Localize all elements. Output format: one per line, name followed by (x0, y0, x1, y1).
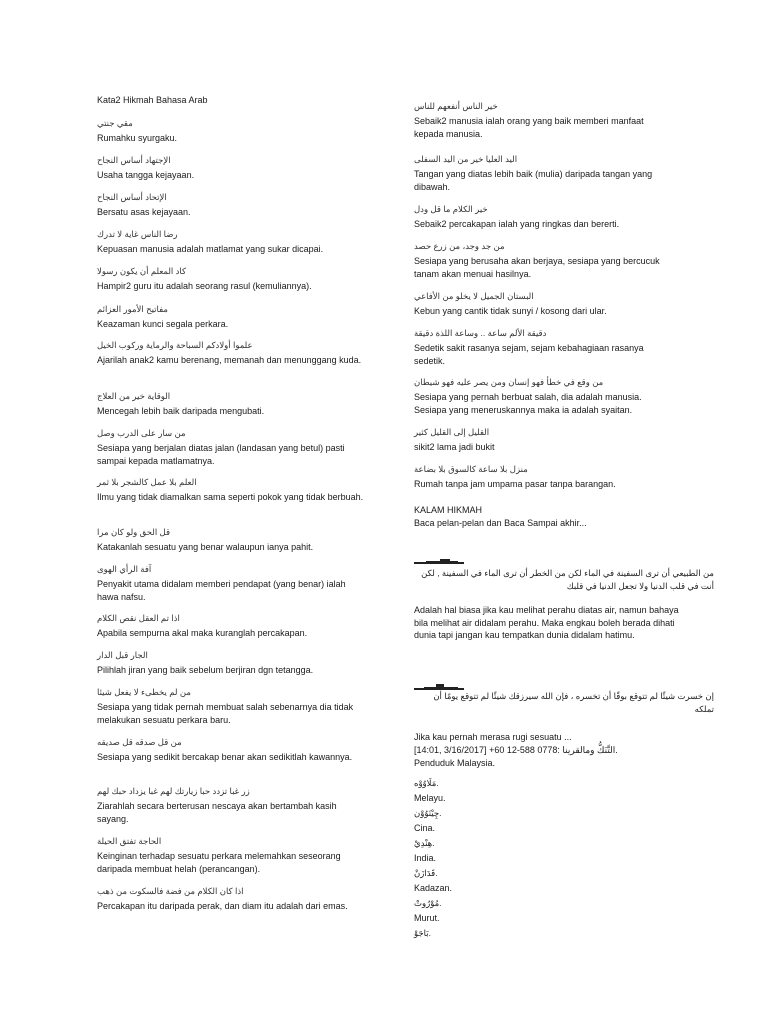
malay-paragraph-2: Jika kau pernah merasa rugi sesuatu ... (414, 732, 572, 742)
ethnic-arabic: چِيْنَوُوْن. (414, 808, 442, 818)
population-title: Penduduk Malaysia. (414, 758, 496, 768)
proverb-entry (97, 155, 367, 182)
kalam-subtitle: Baca pelan-pelan dan Baca Sampai akhir... (414, 518, 587, 528)
malay-translation: Sesiapa yang berjalan diatas jalan (landasan yang betul) pasti sampai kepada matlamatnya. (97, 443, 345, 466)
proverb-entry (97, 687, 367, 726)
malay-translation: Katakanlah sesuatu yang benar walaupun ianya pahit. (97, 542, 314, 552)
proverb-entry (97, 266, 367, 293)
malay-translation: Kepuasan manusia adalah matlamat yang sukar dicapai. (97, 244, 324, 254)
arabic-text: الإتحاد أساس النجاح (97, 192, 167, 202)
proverb-entry (97, 340, 367, 367)
arabic-text: مقي جنتي (97, 118, 133, 128)
malay-paragraph-1: Adalah hal biasa jika kau melihat perahu diatas air, namun bahaya bila melihat air didalam perahu. Maka engkau boleh berada dihati dunia tapi jangan kau tempatkan dunia didalam hatimu. (414, 605, 679, 640)
malay-translation: Mencegah lebih baik daripada mengubati. (97, 406, 265, 416)
ethnic-arabic: مَلَاوُوْه. (414, 778, 439, 788)
arabic-text: العلم بلا عمل كالشجر بلا ثمر (97, 477, 197, 487)
arabic-text: خير الكلام ما قل ودل (414, 204, 488, 214)
proverb-entry (414, 328, 674, 367)
arabic-text: اليد العليا خير من اليد السفلى (414, 154, 518, 164)
proverb-entry (97, 192, 367, 219)
malay-translation: Bersatu asas kejayaan. (97, 207, 191, 217)
arabic-text: الوقاية خير من العلاج (97, 391, 171, 401)
proverb-entry (97, 786, 367, 825)
malay-translation: Sebaik2 manusia ialah orang yang baik memberi manfaat kepada manusia. (414, 116, 644, 139)
arabic-text: كاد المعلم أن يكون رسولا (97, 266, 187, 276)
arabic-text: من سار على الدرب وصل (97, 428, 186, 438)
kalam-title: KALAM HIKMAH (414, 505, 483, 515)
proverb-entry (97, 737, 367, 764)
malay-translation: Sesiapa yang tidak pernah membuat salah sebenarnya dia tidak melakukan sesuatu perkara baru. (97, 702, 354, 725)
malay-translation: Tangan yang diatas lebih baik (mulia) daripada tangan yang dibawah. (414, 169, 653, 192)
arabic-text: من قل صدقه قل صديقه (97, 737, 182, 747)
ethnic-arabic: مُوْرُوتْ. (414, 898, 442, 908)
arabic-text: البستان الجميل لا يخلو من الأفاعي (414, 291, 534, 301)
malay-translation: Ajarilah anak2 kamu berenang, memanah dan menunggang kuda. (97, 355, 362, 365)
arabic-text: الجار قبل الدار (97, 650, 148, 660)
arabic-paragraph-1: من الطبيعي أن ترى السفينة في الماء لكن من الخطر أن ترى الماء في السفينة , لكن أنت في قلب الدنيا ولا تجعل الدنيا في قلبك (421, 568, 714, 591)
proverb-entry (97, 836, 367, 875)
proverb-entry (97, 613, 367, 640)
arabic-text: اذا كان الكلام من فضة فالسكوت من ذهب (97, 886, 244, 896)
arabic-text: من جد وجد، من زرع حصد (414, 241, 505, 251)
ethnic-arabic: قَدَازَنْ. (414, 868, 438, 878)
proverb-entry (97, 650, 367, 677)
arabic-text: خير الناس أنفعهم للناس (414, 101, 498, 111)
decorative-divider-2 (414, 672, 464, 678)
malay-translation: Penyakit utama didalam memberi pendapat (yang benar) ialah hawa nafsu. (97, 579, 346, 602)
malay-translation: Percakapan itu daripada perak, dan diam itu adalah dari emas. (97, 901, 348, 911)
arabic-text: منزل بلا ساعة كالسوق بلا بضاعة (414, 464, 528, 474)
malay-translation: sikit2 lama jadi bukit (414, 442, 495, 452)
malay-translation: Keazaman kunci segala perkara. (97, 319, 229, 329)
ethnic-malay: India. (414, 853, 437, 863)
malay-translation: Keinginan terhadap sesuatu perkara melemahkan seseorang daripada membuat helah (perancangan). (97, 851, 341, 874)
malay-translation: Hampir2 guru itu adalah seorang rasul (kemuliannya). (97, 281, 312, 291)
malay-translation: Sesiapa yang sedikit bercakap benar akan sedikitlah kawannya. (97, 752, 353, 762)
malay-translation: Rumahku syurgaku. (97, 133, 178, 143)
arabic-text: من لم يخطىء لا يفعل شيئا (97, 687, 191, 697)
malay-translation: Ilmu yang tidak diamalkan sama seperti pokok yang tidak berbuah. (97, 492, 364, 502)
arabic-paragraph-2: إن خسرت شيئًا لم تتوقع بوقًا أن تخسره ، فإن الله سيرزقك شيئًا لم تتوقع يومًا أن تملكه (433, 691, 714, 714)
arabic-text: مفاتيح الأمور العزائم (97, 304, 168, 314)
malay-translation: Ziarahlah secara berterusan nescaya akan bertambah kasih sayang. (97, 801, 337, 824)
decorative-divider (414, 546, 464, 552)
proverb-entry (414, 464, 674, 491)
arabic-text: من وقع في خطأ فهو إنسان ومن يصر عليه فهو شيطان (414, 377, 604, 387)
malay-translation: Sebaik2 percakapan ialah yang ringkas dan bererti. (414, 219, 620, 229)
proverb-entry (414, 101, 674, 140)
arabic-text: الإجتهاد أساس النجاح (97, 155, 171, 165)
malay-translation: Usaha tangga kejayaan. (97, 170, 195, 180)
arabic-text: دقيقة الألم ساعة .. وساعة اللذة دقيقة (414, 328, 547, 338)
ethnic-arabic: هِنْدِيْ. (414, 838, 435, 848)
proverb-entry (414, 241, 674, 280)
malay-translation: Pilihlah jiran yang baik sebelum berjiran dgn tetangga. (97, 665, 314, 675)
proverb-entry (97, 229, 367, 256)
malay-translation: Kebun yang cantik tidak sunyi / kosong dari ular. (414, 306, 607, 316)
arabic-text: الحاجة تفتق الحيلة (97, 836, 162, 846)
proverb-entry (97, 304, 367, 331)
proverb-entry (414, 377, 674, 416)
proverb-entry (414, 291, 674, 318)
proverb-entry (97, 428, 367, 467)
arabic-text: رضا الناس غاية لا تدرك (97, 229, 178, 239)
arabic-text: القليل إلى القليل كثير (414, 427, 490, 437)
arabic-text: علموا أولادكم السباحة والرماية وركوب الخيل (97, 340, 253, 350)
document-title: Kata2 Hikmah Bahasa Arab (97, 95, 208, 105)
ethnic-malay: Kadazan. (414, 883, 453, 893)
proverb-entry (414, 204, 674, 231)
proverb-entry (414, 427, 674, 454)
message-timestamp: [14:01, 3/16/2017] +60 12-588 0778: التَّنَكُّ ومالقرينا. (414, 745, 618, 755)
arabic-text: قل الحق ولو كان مرا (97, 527, 171, 537)
malay-translation: Sesiapa yang berusaha akan berjaya, sesiapa yang bercucuk tanam akan menuai hasilnya. (414, 256, 660, 279)
proverb-entry (414, 154, 674, 193)
proverb-entry (97, 886, 367, 913)
ethnic-arabic: بَاجَوْ. (414, 928, 431, 938)
malay-translation: Apabila sempurna akal maka kuranglah percakapan. (97, 628, 308, 638)
arabic-text: زر غبا تزدد حبا زيارتك لهم غبا يزداد حبك لهم (97, 786, 250, 796)
arabic-text: اذا تم العقل نقص الكلام (97, 613, 180, 623)
malay-translation: Sedetik sakit rasanya sejam, sejam kebahagiaan rasanya sedetik. (414, 343, 644, 366)
malay-translation: Sesiapa yang pernah berbuat salah, dia adalah manusia. Sesiapa yang meneruskannya maka ia adalah syaitan. (414, 392, 642, 415)
ethnic-malay: Murut. (414, 913, 440, 923)
arabic-text: آفة الرأي الهوى (97, 564, 152, 574)
ethnic-malay: Melayu. (414, 793, 446, 803)
proverb-entry (97, 477, 367, 504)
proverb-entry (97, 118, 367, 145)
malay-translation: Rumah tanpa jam umpama pasar tanpa barangan. (414, 479, 616, 489)
proverb-entry (97, 527, 367, 554)
proverb-entry (97, 391, 367, 418)
ethnic-malay: Cina. (414, 823, 436, 833)
proverb-entry (97, 564, 367, 603)
